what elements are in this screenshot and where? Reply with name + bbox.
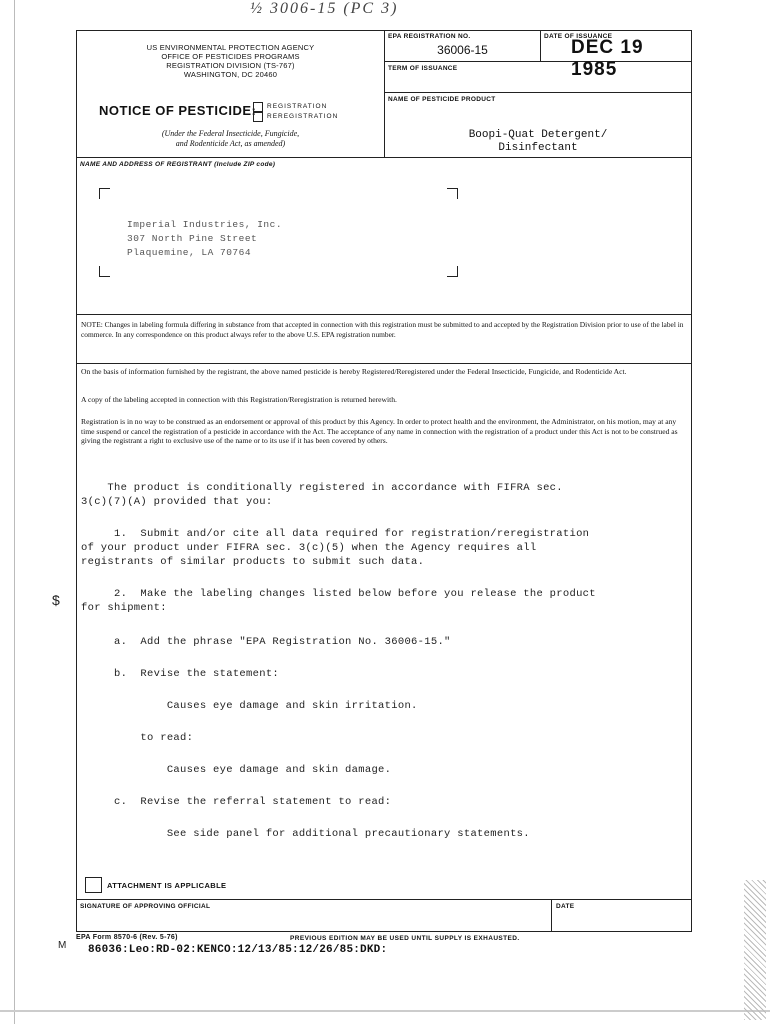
scan-bottom-noise (0, 1010, 770, 1012)
agency-block (77, 43, 384, 79)
registrant-address-box (77, 157, 691, 314)
registration-label: REGISTRATION (267, 103, 328, 110)
typed-item-2: for shipment: (81, 602, 167, 614)
reregistration-label: REREGISTRATION (267, 113, 339, 120)
scan-edge-line (14, 0, 15, 1024)
address-line: Plaquemine, LA 70764 (127, 247, 252, 258)
notice-of-pesticide-form (76, 30, 692, 932)
typed-to-read: to read: (81, 732, 194, 744)
product-name-line: Boopi-Quat Detergent/ (468, 129, 608, 141)
product-name (385, 129, 691, 155)
basis-paragraph: On the basis of information furnished by the registrant, the above named pesticide is hereby Registered/Reregistered under the Federal Insecticide, Fungicide, and Rodenticide Act. (81, 367, 627, 376)
product-name-line: Disinfectant (498, 142, 578, 154)
term-label: TERM OF ISSUANCE (388, 65, 458, 72)
agency-header (77, 31, 385, 157)
reg-no-value: 36006-15 (437, 43, 488, 57)
date-label: DATE OF ISSUANCE (544, 33, 613, 40)
registrant-label: NAME AND ADDRESS OF REGISTRANT (Include ZIP code) (80, 161, 276, 168)
typed-intro-line: The product is conditionally registered in accordance with FIFRA sec. (81, 482, 563, 494)
typed-item-1: of your product under FIFRA sec. 3(c)(5) when the Agency requires all (81, 542, 537, 554)
typed-item-b: b. Revise the statement: (81, 668, 280, 680)
margin-mark: M (58, 940, 67, 951)
margin-mark: $ (52, 592, 60, 608)
signature-date-cell (551, 900, 692, 932)
date-of-issuance-cell (541, 31, 691, 80)
registrant-address (127, 218, 282, 260)
typed-item-1: registrants of similar products to submit such data. (81, 556, 425, 568)
signature-row (77, 899, 691, 932)
corner-mark (99, 266, 110, 277)
typed-item-1: 1. Submit and/or cite all data required for registration/reregistration (81, 528, 590, 540)
address-line: Imperial Industries, Inc. (127, 219, 283, 230)
under-act-line: (Under the Federal Insecticide, Fungicide, (161, 129, 300, 138)
corner-mark (447, 266, 458, 277)
disclaimer-paragraph: Registration is in no way to be construed as an endorsement or approval of this product by this Agency. In order to protect health and the environment, the Administrator, on his motion, may at any time suspend or cancel the registration of a pesticide in accordance with the Act. The acceptance of any name in connection with the registration of a product under this Act is not to be construed as giving the registrant a right to exclusive use of the name or to its use if it has been covered by others. (81, 417, 678, 445)
attachment-checkbox[interactable] (85, 877, 102, 893)
notice-title: NOTICE OF PESTICIDE: (99, 103, 257, 118)
address-line: 307 North Pine Street (127, 233, 258, 244)
scan-corner-noise (744, 880, 766, 1020)
product-name-cell (385, 93, 691, 157)
agency-line: REGISTRATION DIVISION (TS-767) (166, 61, 295, 70)
term-of-issuance-cell (385, 62, 691, 93)
product-label: NAME OF PESTICIDE PRODUCT (388, 96, 496, 103)
typed-old-statement: Causes eye damage and skin irritation. (81, 700, 418, 712)
date-stamp: DEC 19 1985 (571, 37, 644, 80)
agency-line: OFFICE OF PESTICIDES PROGRAMS (161, 52, 300, 61)
corner-mark (99, 188, 110, 199)
agency-line: US ENVIRONMENTAL PROTECTION AGENCY (146, 43, 315, 52)
typed-item-a: a. Add the phrase "EPA Registration No. 36006-15." (81, 636, 451, 648)
signature-label: SIGNATURE OF APPROVING OFFICIAL (80, 903, 211, 910)
note-text: NOTE: Changes in labeling formula differing in substance from that accepted in connection with this registration must be submitted to and accepted by the Registration Division prior to use of the label in commerce. In any correspondence on this product always refer to the above U.S. EPA registration number. (81, 320, 684, 339)
registration-checkbox[interactable] (253, 102, 263, 112)
typed-new-statement: Causes eye damage and skin damage. (81, 764, 392, 776)
footer-typist-code: 86036:Leo:RD-02:KENCO:12/13/85:12/26/85:DKD: (88, 944, 388, 956)
under-act-line: and Rodenticide Act, as amended) (175, 139, 286, 148)
typed-item-c: c. Revise the referral statement to read: (81, 796, 392, 808)
footer-previous-edition: PREVIOUS EDITION MAY BE USED UNTIL SUPPLY IS EXHAUSTED. (290, 935, 520, 942)
reg-no-label: EPA REGISTRATION NO. (388, 33, 471, 40)
under-act-note (77, 129, 384, 149)
reregistration-checkbox[interactable] (253, 112, 263, 122)
registration-number-cell (385, 31, 541, 62)
attachment-label: ATTACHMENT IS APPLICABLE (107, 881, 227, 890)
corner-mark (447, 188, 458, 199)
footer-form-number: EPA Form 8570-6 (Rev. 5-76) (76, 934, 178, 941)
typed-referral-statement: See side panel for additional precautionary statements. (81, 828, 530, 840)
typed-intro-line: 3(c)(7)(A) provided that you: (81, 496, 273, 508)
typed-item-2: 2. Make the labeling changes listed below before you release the product (81, 588, 596, 600)
signature-date-label: DATE (556, 903, 575, 910)
agency-line: WASHINGTON, DC 20460 (183, 70, 278, 79)
scan-handwritten-header: ½ 3006-15 (PC 3) (250, 0, 399, 17)
copy-paragraph: A copy of the labeling accepted in connection with this Registration/Reregistration is returned herewith. (81, 395, 397, 404)
note-box (77, 314, 691, 364)
